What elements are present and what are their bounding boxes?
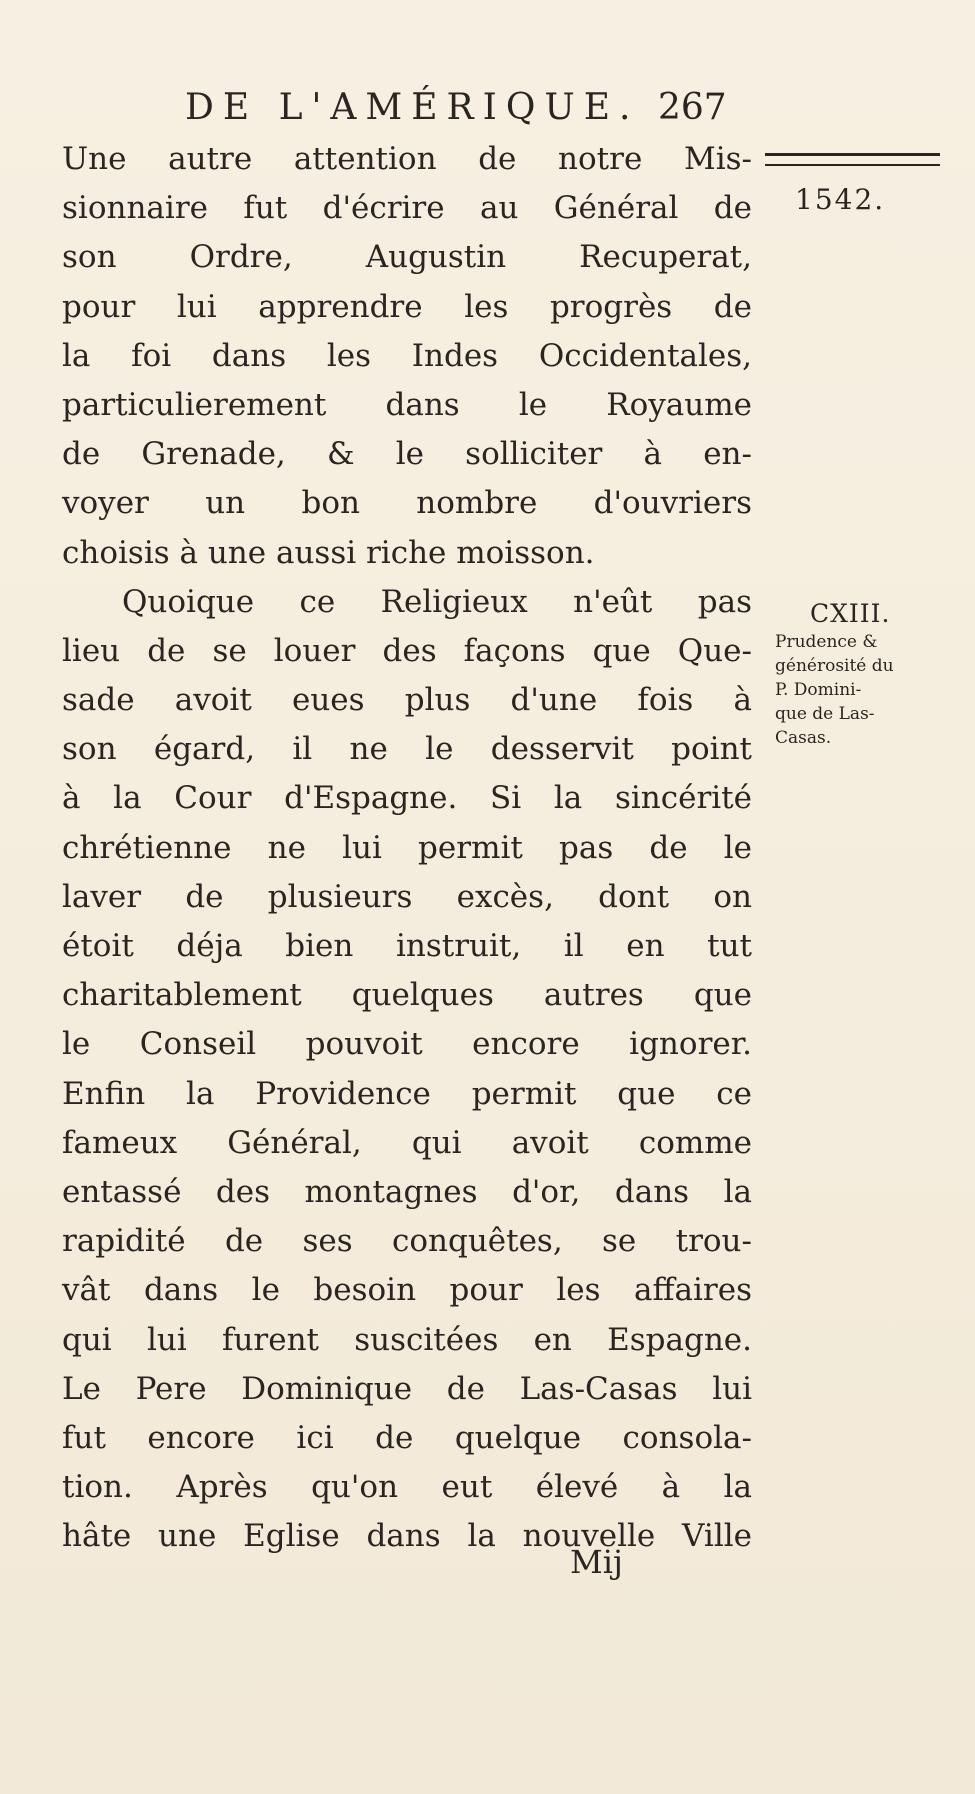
text-line: la foi dans les Indes Occidentales,	[62, 337, 752, 374]
text-line: sionnaire fut d'écrire au Général de	[62, 190, 752, 227]
text-line: particulierement dans le Royaume	[62, 386, 752, 423]
text-line: chrétienne ne lui permit pas de le	[62, 829, 752, 866]
text-line: sade avoit eues plus d'une fois à	[62, 682, 752, 719]
text-line: Enfin la Providence permit que ce	[62, 1075, 752, 1112]
text-line: pour lui apprendre les progrès de	[62, 288, 752, 325]
text-line: fut encore ici de quelque consola-	[62, 1419, 752, 1456]
text-line: tion. Après qu'on eut élevé à la	[62, 1469, 752, 1506]
text-line: entassé des montagnes d'or, dans la	[62, 1173, 752, 1210]
text-line: étoit déja bien instruit, il en tut	[62, 928, 752, 964]
text-line: fameux Général, qui avoit comme	[62, 1124, 752, 1161]
text-line: laver de plusieurs excès, dont on	[62, 878, 752, 915]
page-header	[0, 85, 760, 131]
text-line: Une autre attention de notre Mis-	[62, 141, 752, 177]
text-line: rapidité de ses conquêtes, se trou-	[62, 1223, 752, 1260]
margin-note-line: P. Domini-	[775, 680, 862, 700]
text-line: de Grenade, & le solliciter à en-	[62, 436, 752, 473]
margin-note-line: générosité du	[775, 656, 894, 676]
text-line: Quoique ce Religieux n'eût pas	[122, 583, 752, 620]
text-line: vât dans le besoin pour les affaires	[62, 1272, 752, 1309]
text-line: hâte une Eglise dans la nouvelle Ville	[62, 1518, 752, 1555]
running-title: DE L'AMÉRIQUE.	[185, 87, 640, 128]
page-number: 267	[658, 87, 727, 128]
text-line: lieu de se louer des façons que Que-	[62, 632, 752, 669]
text-line: son égard, il ne le desservit point	[62, 731, 752, 768]
text-line: à la Cour d'Espagne. Si la sincérité	[62, 780, 752, 817]
text-line: voyer un bon nombre d'ouvriers	[62, 485, 752, 522]
margin-rule-bottom	[765, 164, 940, 166]
margin-rule-top	[765, 153, 940, 156]
margin-note	[775, 598, 955, 750]
section-number: CXIII.	[810, 599, 891, 628]
text-line: le Conseil pouvoit encore ignorer.	[62, 1026, 752, 1063]
margin-note-line: Prudence &	[775, 632, 878, 652]
body-text	[62, 135, 752, 1561]
margin-note-line: Casas.	[775, 728, 832, 748]
text-line: Le Pere Dominique de Las-Casas lui	[62, 1370, 752, 1407]
text-line: qui lui furent suscitées en Espagne.	[62, 1321, 752, 1358]
margin-year: 1542.	[795, 183, 886, 216]
signature-mark: Mij	[570, 1543, 623, 1581]
margin-note-line: que de Las-	[775, 704, 875, 724]
text-line: charitablement quelques autres que	[62, 977, 752, 1014]
text-line: choisis à une aussi riche moisson.	[62, 534, 595, 571]
text-line: son Ordre, Augustin Recuperat,	[62, 239, 752, 276]
